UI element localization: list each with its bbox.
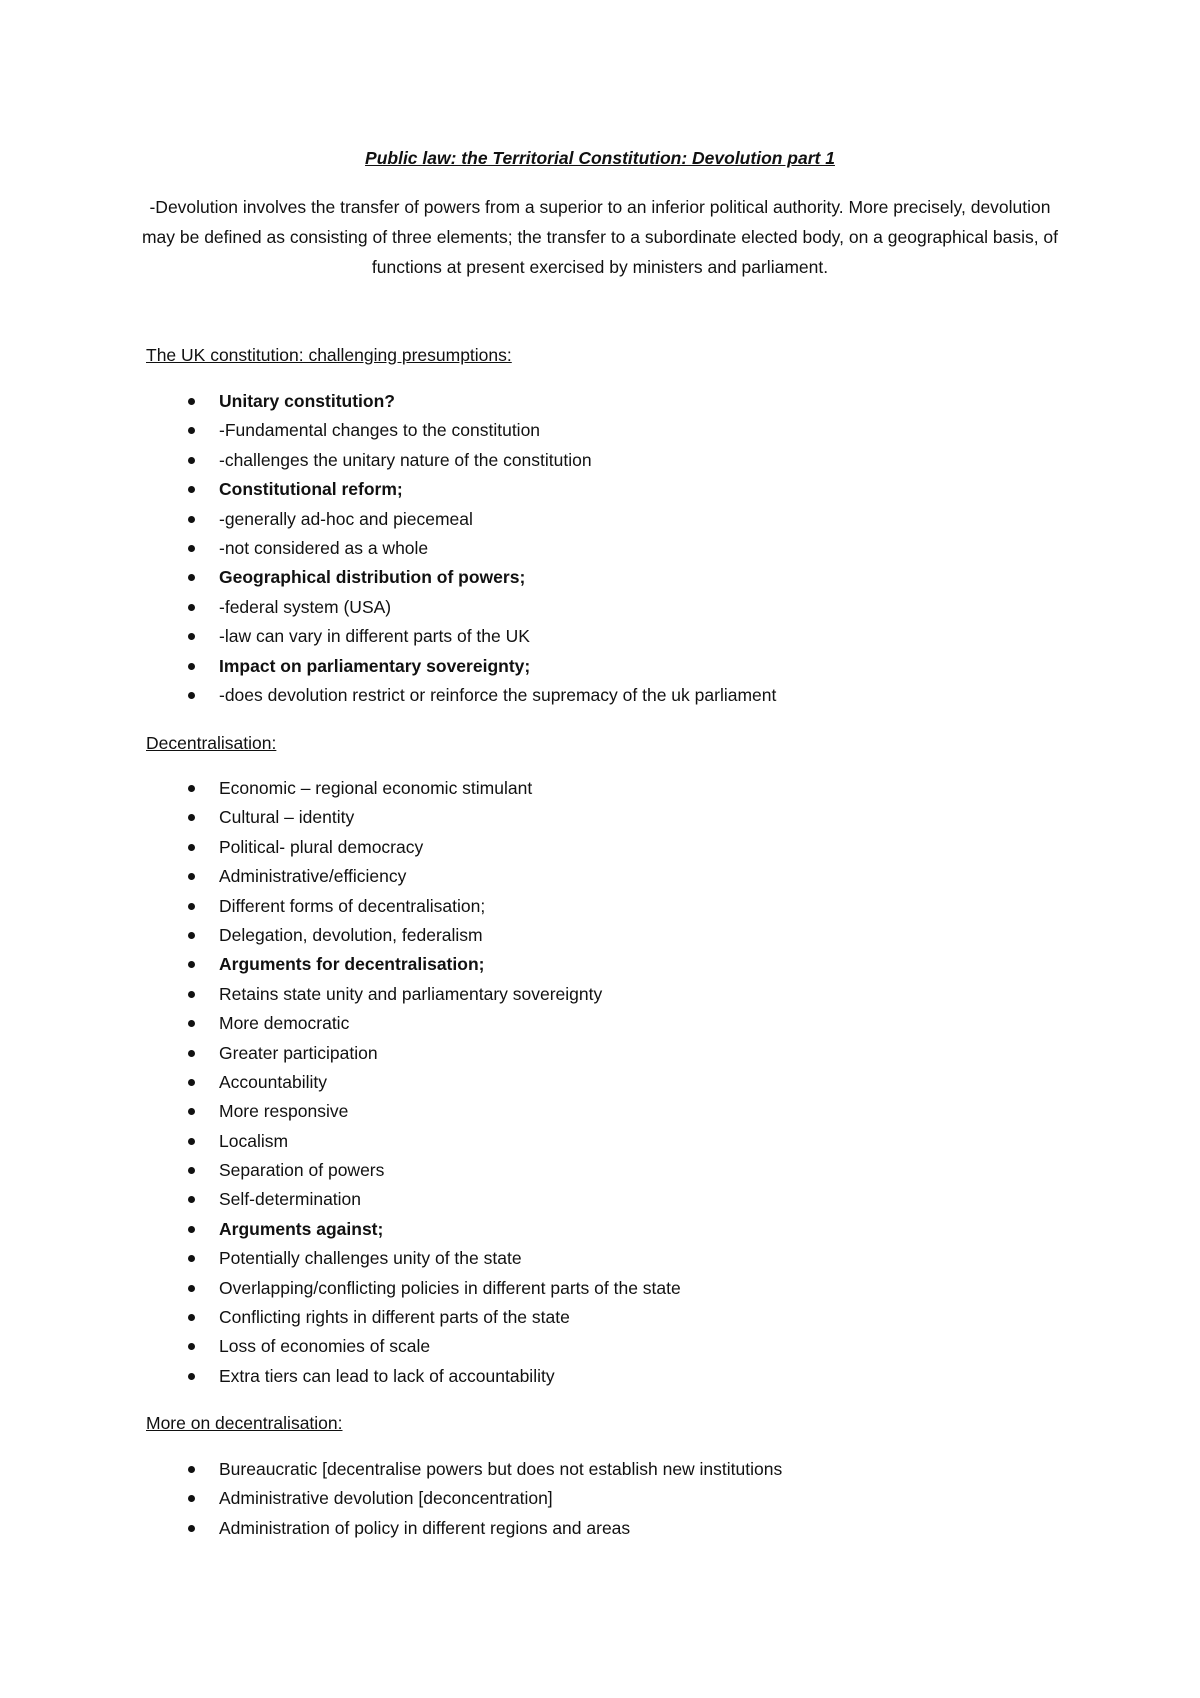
list-item-text: Conflicting rights in different parts of the state xyxy=(219,1307,570,1328)
bullet-icon xyxy=(188,1314,195,1321)
bullet-icon xyxy=(188,932,195,939)
list-item xyxy=(146,1185,681,1214)
list-item xyxy=(146,1215,681,1244)
bullet-icon xyxy=(188,1525,195,1532)
list-item xyxy=(146,1127,681,1156)
list-item xyxy=(146,803,681,832)
list-item-text: More responsive xyxy=(219,1101,349,1122)
list-item xyxy=(146,505,776,534)
bullet-icon xyxy=(188,1495,195,1502)
list-item-text: Separation of powers xyxy=(219,1160,385,1181)
bullet-icon xyxy=(188,486,195,493)
list-item xyxy=(146,1068,681,1097)
list-item-text: -law can vary in different parts of the UK xyxy=(219,626,530,647)
list-item xyxy=(146,1455,782,1484)
list-item-text: Retains state unity and parliamentary sovereignty xyxy=(219,983,603,1004)
list-item-text: More democratic xyxy=(219,1013,350,1034)
list-item-text: Bureaucratic [decentralise powers but does not establish new institutions xyxy=(219,1459,783,1479)
list-item-text: Geographical distribution of powers; xyxy=(219,567,526,588)
bullet-icon xyxy=(188,427,195,434)
bullet-icon xyxy=(188,574,195,581)
list-item xyxy=(146,950,681,979)
list-item xyxy=(146,1009,681,1038)
bullet-icon xyxy=(188,1079,195,1086)
list-item xyxy=(146,593,776,622)
list-item xyxy=(146,681,776,710)
bullet-icon xyxy=(188,663,195,670)
list-item-text: Cultural – identity xyxy=(219,807,355,828)
list-item-text: -Fundamental changes to the constitution xyxy=(219,420,541,441)
list-item-text: Extra tiers can lead to lack of accountability xyxy=(219,1365,555,1386)
list-item-text: Greater participation xyxy=(219,1042,378,1063)
list-item xyxy=(146,1156,681,1185)
list-item xyxy=(146,1303,681,1332)
bullet-icon xyxy=(188,398,195,405)
bullet-icon xyxy=(188,991,195,998)
bullet-icon xyxy=(188,903,195,910)
list-more-on-decentralisation xyxy=(146,1455,782,1543)
list-item xyxy=(146,1097,681,1126)
intro-text: -Devolution involves the transfer of powers from a superior to an inferior political authority. More precisely, devolution may be defined as consisting of three elements; the transfer to a subordinate elected body, on a geographical basis, of functions at present exercised by ministers and parliament. xyxy=(141,197,1059,277)
bullet-icon xyxy=(188,1226,195,1233)
bullet-icon xyxy=(188,604,195,611)
list-item xyxy=(146,1484,782,1513)
list-item-text: Loss of economies of scale xyxy=(219,1336,431,1357)
list-item-text: Accountability xyxy=(219,1071,327,1092)
bullet-icon xyxy=(188,1050,195,1057)
list-item xyxy=(146,1362,681,1391)
bullet-icon xyxy=(188,1196,195,1203)
list-item xyxy=(146,774,681,803)
list-item-text: Administrative devolution [deconcentration] xyxy=(219,1488,553,1509)
list-item xyxy=(146,475,776,504)
section-heading-more-on-decentralisation: More on decentralisation: xyxy=(146,1413,343,1433)
list-item xyxy=(146,416,776,445)
bullet-icon xyxy=(188,961,195,968)
list-item-text: Administration of policy in different regions and areas xyxy=(219,1517,631,1538)
bullet-icon xyxy=(188,516,195,523)
bullet-icon xyxy=(188,1373,195,1380)
list-item-text: Economic – regional economic stimulant xyxy=(219,778,533,798)
bullet-icon xyxy=(188,1138,195,1145)
list-uk-constitution xyxy=(146,387,776,710)
list-item xyxy=(146,892,681,921)
bullet-icon xyxy=(188,1285,195,1292)
bullet-icon xyxy=(188,1167,195,1174)
list-item xyxy=(146,980,681,1009)
list-item-text: -not considered as a whole xyxy=(219,537,429,558)
bullet-icon xyxy=(188,1466,195,1473)
bullet-icon xyxy=(188,1108,195,1115)
list-item-text: Localism xyxy=(219,1130,289,1151)
list-item-text: -generally ad-hoc and piecemeal xyxy=(219,508,473,529)
list-item xyxy=(146,563,776,592)
list-item-text: Administrative/efficiency xyxy=(219,866,407,887)
bullet-icon xyxy=(188,844,195,851)
list-item-text: Unitary constitution? xyxy=(219,391,395,411)
list-item xyxy=(146,652,776,681)
bullet-icon xyxy=(188,633,195,640)
list-item xyxy=(146,446,776,475)
section-heading-uk-constitution: The UK constitution: challenging presumptions: xyxy=(146,345,512,365)
list-item xyxy=(146,921,681,950)
intro-paragraph xyxy=(140,192,1060,282)
list-item xyxy=(146,1039,681,1068)
list-item xyxy=(146,622,776,651)
list-item-text: Overlapping/conflicting policies in different parts of the state xyxy=(219,1277,681,1298)
bullet-icon xyxy=(188,873,195,880)
list-item-text: Self-determination xyxy=(219,1189,362,1210)
list-item-text: Constitutional reform; xyxy=(219,479,403,500)
list-item xyxy=(146,534,776,563)
list-item xyxy=(146,1514,782,1543)
document-title: Public law: the Territorial Constitution: Devolution part 1 xyxy=(365,148,835,168)
bullet-icon xyxy=(188,692,195,699)
bullet-icon xyxy=(188,814,195,821)
list-item xyxy=(146,1244,681,1273)
list-item-text: -challenges the unitary nature of the constitution xyxy=(219,449,592,470)
list-item-text: Delegation, devolution, federalism xyxy=(219,924,483,945)
section-heading-decentralisation: Decentralisation: xyxy=(146,733,277,753)
list-item xyxy=(146,1332,681,1361)
bullet-icon xyxy=(188,545,195,552)
list-item-text: Different forms of decentralisation; xyxy=(219,895,486,916)
bullet-icon xyxy=(188,457,195,464)
list-item-text: Political- plural democracy xyxy=(219,836,424,857)
list-item-text: -federal system (USA) xyxy=(219,596,392,617)
list-item xyxy=(146,387,776,416)
list-item xyxy=(146,833,681,862)
list-item-text: Arguments for decentralisation; xyxy=(219,954,485,975)
list-item xyxy=(146,1274,681,1303)
list-item-text: Impact on parliamentary sovereignty; xyxy=(219,655,531,676)
bullet-icon xyxy=(188,1020,195,1027)
list-decentralisation xyxy=(146,774,681,1391)
list-item xyxy=(146,862,681,891)
bullet-icon xyxy=(188,1255,195,1262)
list-item-text: Potentially challenges unity of the state xyxy=(219,1248,522,1269)
list-item-text: Arguments against; xyxy=(219,1218,384,1239)
bullet-icon xyxy=(188,1343,195,1350)
list-item-text: -does devolution restrict or reinforce the supremacy of the uk parliament xyxy=(219,684,777,705)
bullet-icon xyxy=(188,785,195,792)
